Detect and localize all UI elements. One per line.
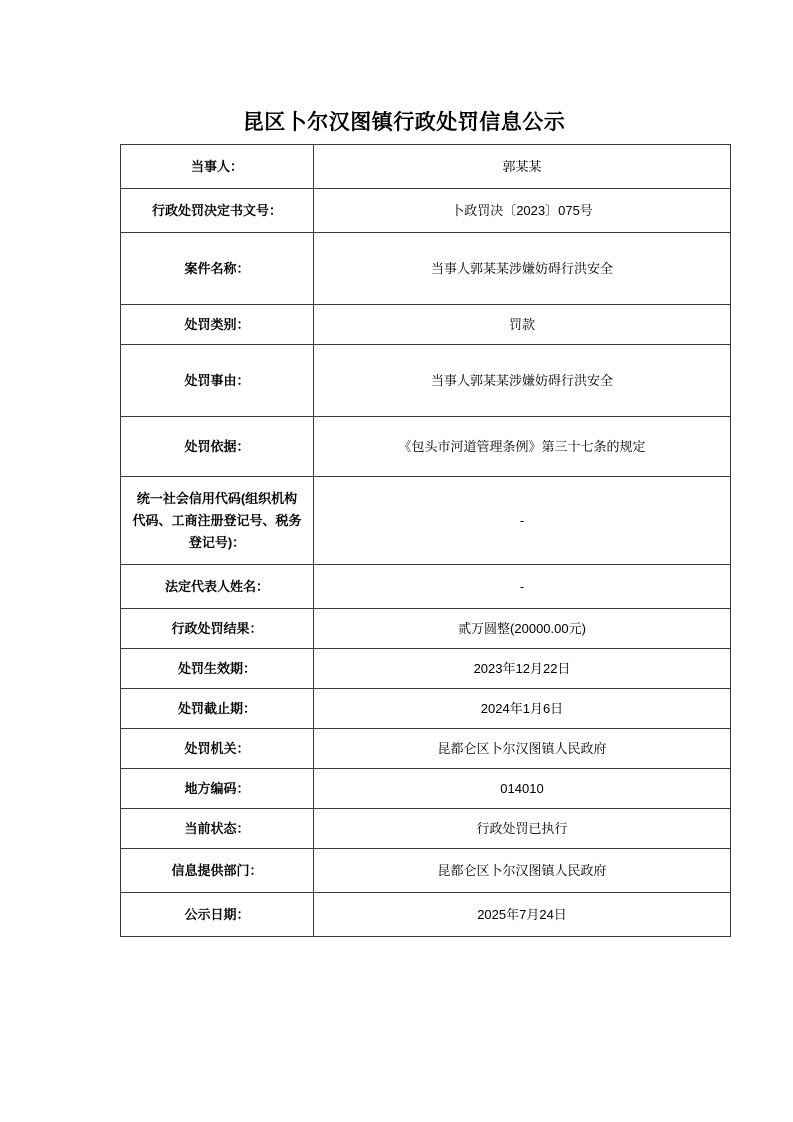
table-row xyxy=(121,689,731,729)
row-value: 014010 xyxy=(314,769,731,809)
row-value: 行政处罚已执行 xyxy=(314,809,731,849)
row-label: 当前状态： xyxy=(121,809,314,849)
row-label: 处罚截止期： xyxy=(121,689,314,729)
row-label: 处罚机关： xyxy=(121,729,314,769)
row-label: 地方编码： xyxy=(121,769,314,809)
table-row xyxy=(121,345,731,417)
row-label: 处罚生效期： xyxy=(121,649,314,689)
table-row xyxy=(121,305,731,345)
table-row xyxy=(121,609,731,649)
row-label: 法定代表人姓名： xyxy=(121,565,314,609)
row-value: 昆都仑区卜尔汉图镇人民政府 xyxy=(314,849,731,893)
row-value: 郭某某 xyxy=(314,145,731,189)
row-value: 昆都仑区卜尔汉图镇人民政府 xyxy=(314,729,731,769)
table-row xyxy=(121,769,731,809)
row-label: 统一社会信用代码(组织机构代码、工商注册登记号、税务登记号)： xyxy=(121,477,314,565)
penalty-info-table xyxy=(120,144,731,937)
row-label: 行政处罚决定书文号： xyxy=(121,189,314,233)
table-row xyxy=(121,417,731,477)
row-value: - xyxy=(314,565,731,609)
row-label: 公示日期： xyxy=(121,893,314,937)
row-value: 2025年7月24日 xyxy=(314,893,731,937)
table-row xyxy=(121,849,731,893)
row-label: 处罚事由： xyxy=(121,345,314,417)
row-value: 罚款 xyxy=(314,305,731,345)
table-row xyxy=(121,809,731,849)
row-value: 卜政罚决〔2023〕075号 xyxy=(314,189,731,233)
table-row xyxy=(121,565,731,609)
row-value: - xyxy=(314,477,731,565)
row-value: 当事人郭某某涉嫌妨碍行洪安全 xyxy=(314,233,731,305)
table-row xyxy=(121,189,731,233)
table-row xyxy=(121,477,731,565)
row-label: 行政处罚结果： xyxy=(121,609,314,649)
row-label: 案件名称： xyxy=(121,233,314,305)
page-title: 昆区卜尔汉图镇行政处罚信息公示 xyxy=(242,111,566,134)
row-value: 当事人郭某某涉嫌妨碍行洪安全 xyxy=(314,345,731,417)
row-value: 贰万圆整(20000.00元) xyxy=(314,609,731,649)
penalty-table-body xyxy=(121,145,731,937)
table-row xyxy=(121,145,731,189)
row-label: 处罚依据： xyxy=(121,417,314,477)
table-row xyxy=(121,893,731,937)
row-label: 处罚类别： xyxy=(121,305,314,345)
table-row xyxy=(121,233,731,305)
row-label: 信息提供部门： xyxy=(121,849,314,893)
row-value: 2023年12月22日 xyxy=(314,649,731,689)
row-value: 《包头市河道管理条例》第三十七条的规定 xyxy=(314,417,731,477)
table-row xyxy=(121,649,731,689)
table-row xyxy=(121,729,731,769)
row-label: 当事人： xyxy=(121,145,314,189)
row-value: 2024年1月6日 xyxy=(314,689,731,729)
